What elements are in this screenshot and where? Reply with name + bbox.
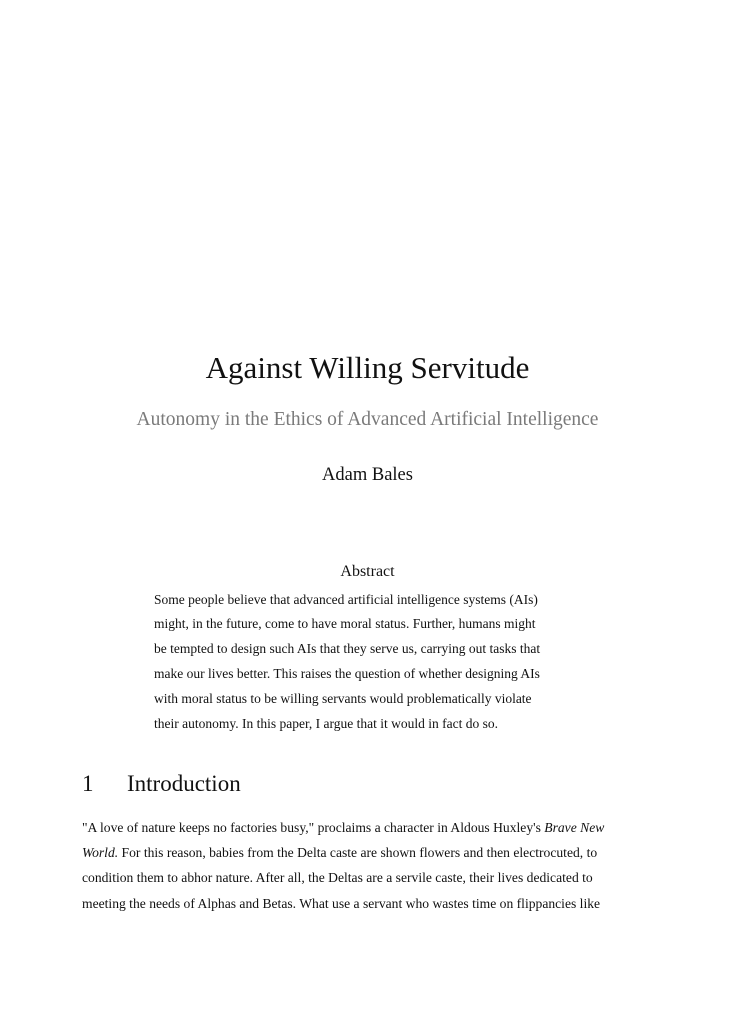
body-text-segment: "A love of nature keeps no factories busy," proclaims a character in Aldous Huxley's: [82, 820, 545, 835]
section-number: 1: [82, 771, 94, 796]
body-line: [82, 818, 604, 838]
body-text-segment: For this reason, babies from the Delta caste are shown flowers and then electrocuted, to: [118, 845, 598, 860]
body-line: meeting the needs of Alphas and Betas. What use a servant who wastes time on flippancies like: [82, 896, 601, 911]
abstract-line: be tempted to design such AIs that they serve us, carrying out tasks that: [154, 641, 541, 656]
abstract-heading: Abstract: [340, 563, 395, 580]
body-line: [82, 843, 597, 863]
abstract-line: make our lives better. This raises the question of whether designing AIs: [154, 666, 540, 681]
book-title-italic: World.: [82, 845, 119, 860]
book-title-italic: Brave New: [544, 820, 605, 835]
section-title: Introduction: [127, 771, 241, 796]
abstract-line: might, in the future, come to have moral status. Further, humans might: [154, 616, 536, 631]
paper-author: Adam Bales: [322, 465, 413, 485]
abstract-line: Some people believe that advanced artificial intelligence systems (AIs): [154, 592, 538, 607]
paper-title: Against Willing Servitude: [205, 350, 530, 385]
body-line: condition them to abhor nature. After all, the Deltas are a servile caste, their lives dedicated to: [82, 870, 593, 885]
paper-subtitle: Autonomy in the Ethics of Advanced Artificial Intelligence: [136, 409, 599, 430]
abstract-line: with moral status to be willing servants would problematically violate: [154, 691, 532, 706]
abstract-line: their autonomy. In this paper, I argue that it would in fact do so.: [154, 716, 499, 731]
